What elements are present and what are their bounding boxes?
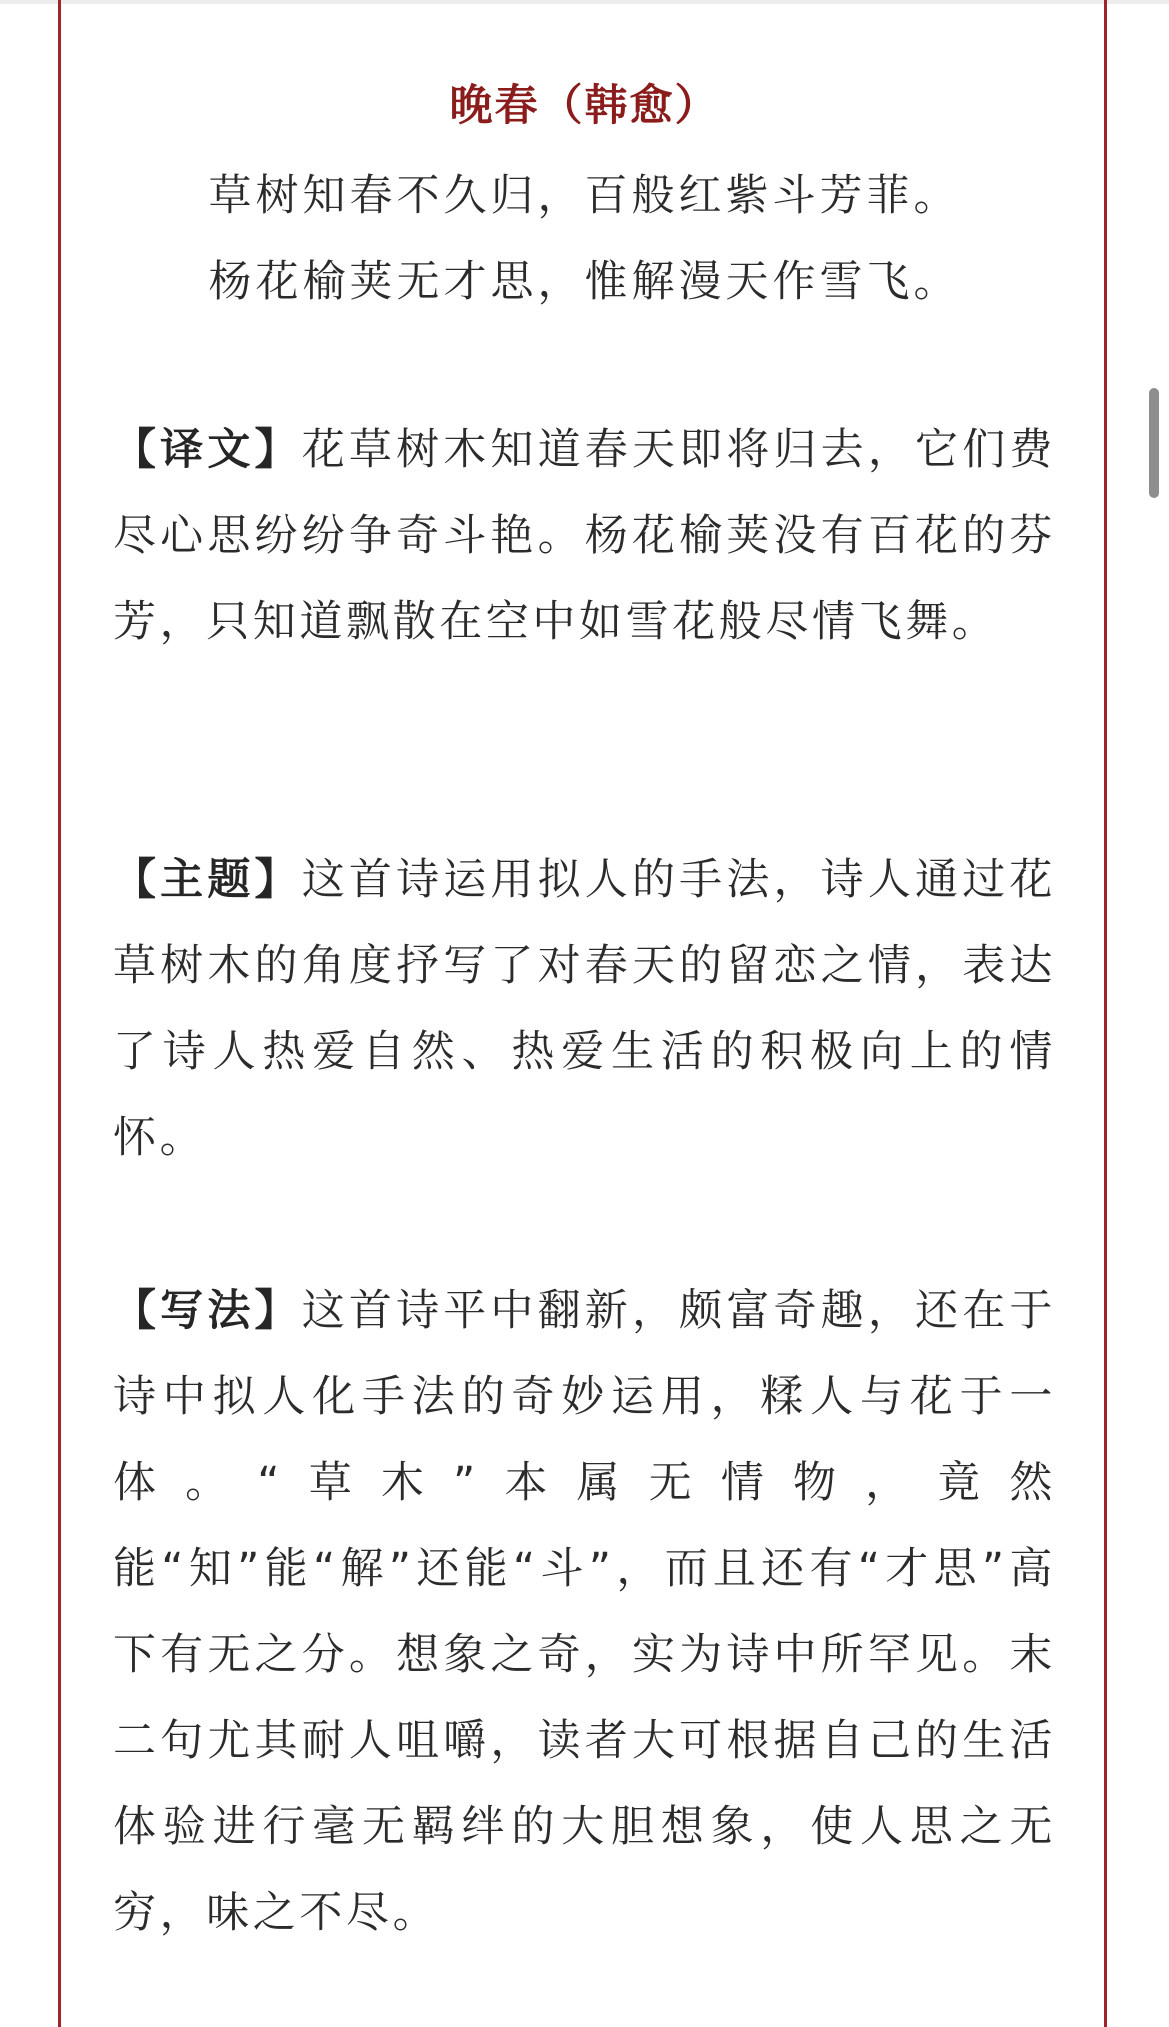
theme-text: 这首诗运用拟人的手法，诗人通过花草树木的角度抒写了对春天的留恋之情，表达了诗人热爱自然、热爱生活的积极向上的情怀。	[113, 855, 1056, 1163]
scrollbar-thumb[interactable]	[1149, 388, 1159, 498]
translation-tag: 【译文】	[113, 425, 302, 475]
technique-text: 这首诗平中翻新，颇富奇趣，还在于诗中拟人化手法的奇妙运用，糅人与花于一体。“草木”本属无情物，竟然能“知”能“解”还能“斗”，而且还有“才思”高下有无之分。想象之奇，实为诗中所罕见。末二句尤其耐人咀嚼，读者大可根据自己的生活体验进行毫无羁绊的大胆想象，使人思之无穷，味之不尽。	[113, 1286, 1056, 1938]
theme-tag: 【主题】	[113, 855, 302, 905]
technique-tag: 【写法】	[113, 1286, 302, 1336]
technique-section	[113, 1268, 1056, 1956]
translation-text: 花草树木知道春天即将归去，它们费尽心思纷纷争奇斗艳。杨花榆荚没有百花的芬芳，只知道飘散在空中如雪花般尽情飞舞。	[113, 425, 1056, 647]
poem-line: 杨花榆荚无才思，惟解漫天作雪飞。	[208, 257, 961, 307]
top-divider	[0, 0, 1169, 4]
theme-section	[113, 837, 1056, 1181]
translation-section	[113, 407, 1056, 665]
poem-title: 晚春（韩愈）	[449, 81, 720, 131]
poem-line: 草树知春不久归，百般红紫斗芳菲。	[208, 171, 961, 221]
